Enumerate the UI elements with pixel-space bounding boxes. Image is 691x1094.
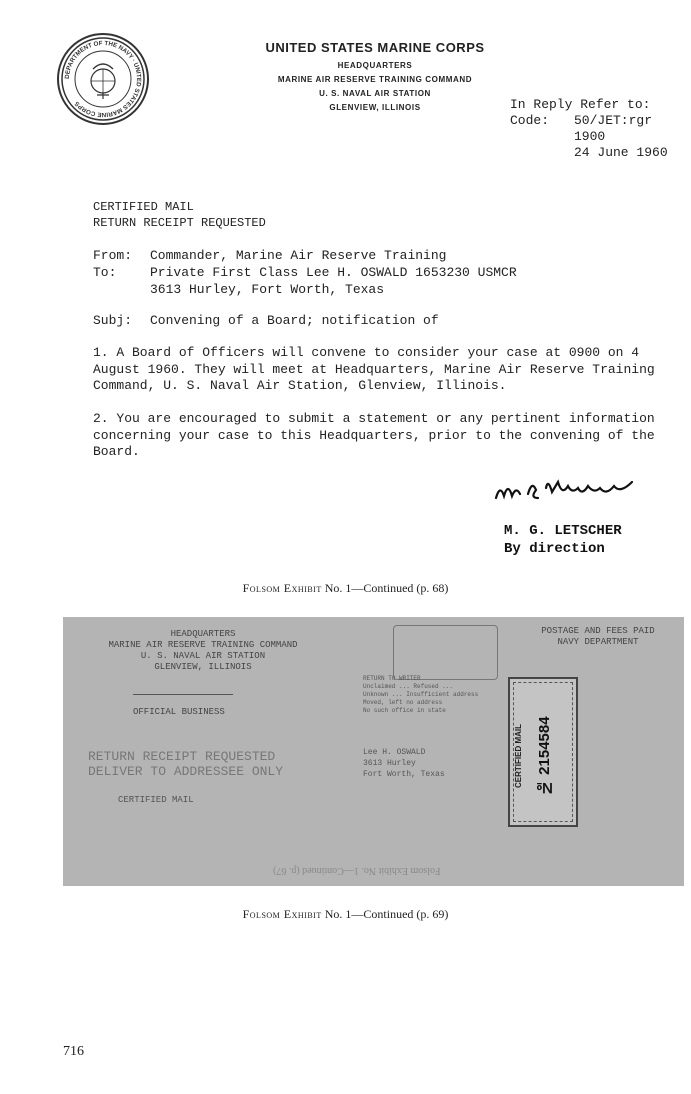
envelope-certified-stamp: CERTIFIED MAIL [118,795,194,805]
envelope-ghost-caption: Folsom Exhibit No. 1—Continued (p. 67) [273,865,441,876]
notice-line: Moved, left no address [363,699,443,706]
exhibit-rest: No. 1—Continued (p. 69) [324,907,449,921]
subject-label: Subj: [93,313,133,328]
envelope-return-line: HEADQUARTERS [170,629,236,639]
marine-corps-seal-icon [59,35,147,123]
reply-reference [510,97,668,161]
page-number: 716 [63,1044,84,1059]
to-label: To: [93,265,117,280]
envelope-divider [133,694,233,695]
envelope-image [63,617,684,886]
paragraph-1: 1. A Board of Officers will convene to consider your case at 0900 on 4 August 1960. They will meet at Headquarters, Marine Air Reserve Training Command, U. S. Naval Air Station, Glenview, Illinois. [93,345,655,393]
from-label: From: [93,248,133,263]
letterhead-line: MARINE AIR RESERVE TRAINING COMMAND [277,75,473,84]
envelope-return-address [93,629,313,673]
mailing-line: RETURN RECEIPT REQUESTED [93,216,266,230]
exhibit-name: Folsom Exhibit [242,581,322,595]
signer-name: M. G. LETSCHER [504,523,622,539]
certified-mail-label [508,677,578,827]
envelope-return-notice [363,675,493,715]
letterhead-title: UNITED STATES MARINE CORPS [265,40,485,55]
letterhead-line: HEADQUARTERS [337,61,413,70]
letterhead-line: GLENVIEW, ILLINOIS [329,103,421,112]
envelope-official-business: OFFICIAL BUSINESS [133,707,225,717]
mailing-instructions [93,199,266,231]
subject-row [93,313,439,328]
notice-line: RETURN TO WRITER [363,675,421,682]
address-block [93,247,517,298]
reply-heading: In Reply Refer to: [510,97,651,112]
mailing-line: CERTIFIED MAIL [93,200,194,214]
exhibit-caption [0,907,691,922]
reply-code-label: Code: [510,113,550,128]
exhibit-caption [0,581,691,596]
envelope-stamp-line: RETURN RECEIPT REQUESTED [88,749,276,764]
certified-mail-text: CERTIFIED MAIL [514,724,523,788]
reply-code-row [510,113,668,129]
envelope-stamp-line: DELIVER TO ADDRESSEE ONLY [88,764,284,779]
reply-line: 1900 [574,129,606,144]
envelope-return-line: GLENVIEW, ILLINOIS [154,662,252,672]
certified-mail-number: № 2154584 [536,716,553,796]
svg-text:DEPARTMENT OF THE NAVY · UNITE: DEPARTMENT OF THE NAVY · UNITED STATES MARINE CORPS [63,39,143,119]
envelope-addressee [363,747,445,780]
exhibit-name: Folsom Exhibit [242,907,322,921]
envelope-postmark [393,625,498,680]
to-address-row [93,281,517,298]
envelope-return-line: MARINE AIR RESERVE TRAINING COMMAND [108,640,298,650]
notice-line: No such office in state [363,707,446,714]
envelope-return-receipt-stamp [88,749,283,779]
marine-corps-seal [57,33,149,125]
signature-block [504,522,622,558]
postage-line: POSTAGE AND FEES PAID [541,626,655,636]
envelope-postage-indicia [533,626,663,648]
signer-title: By direction [504,541,605,557]
addressee-line: 3613 Hurley [363,759,416,768]
envelope-return-line: U. S. NAVAL AIR STATION [140,651,266,661]
reply-date: 24 June 1960 [574,145,668,160]
postage-line: NAVY DEPARTMENT [557,637,639,647]
reply-code-value: 50/JET:rgr [574,113,653,128]
to-row [93,264,517,281]
handwritten-signature [492,468,652,508]
notice-line: Unclaimed ... Refused ... [363,683,454,690]
to-value: Private First Class Lee H. OSWALD 1653230 USMCR [150,265,517,280]
paragraph-2: 2. You are encouraged to submit a statement or any pertinent information concerning your case to this Headquarters, prior to the convening of the Board. [93,411,655,459]
addressee-line: Fort Worth, Texas [363,770,445,779]
exhibit-rest: No. 1—Continued (p. 68) [324,581,449,595]
notice-line: Unknown ... Insufficient address [363,691,479,698]
letterhead [230,40,520,112]
to-address: 3613 Hurley, Fort Worth, Texas [150,282,385,297]
from-value: Commander, Marine Air Reserve Training [150,248,447,263]
from-row [93,247,517,264]
subject-value: Convening of a Board; notification of [150,313,439,328]
addressee-line: Lee H. OSWALD [363,748,426,757]
letterhead-line: U. S. NAVAL AIR STATION [319,89,431,98]
